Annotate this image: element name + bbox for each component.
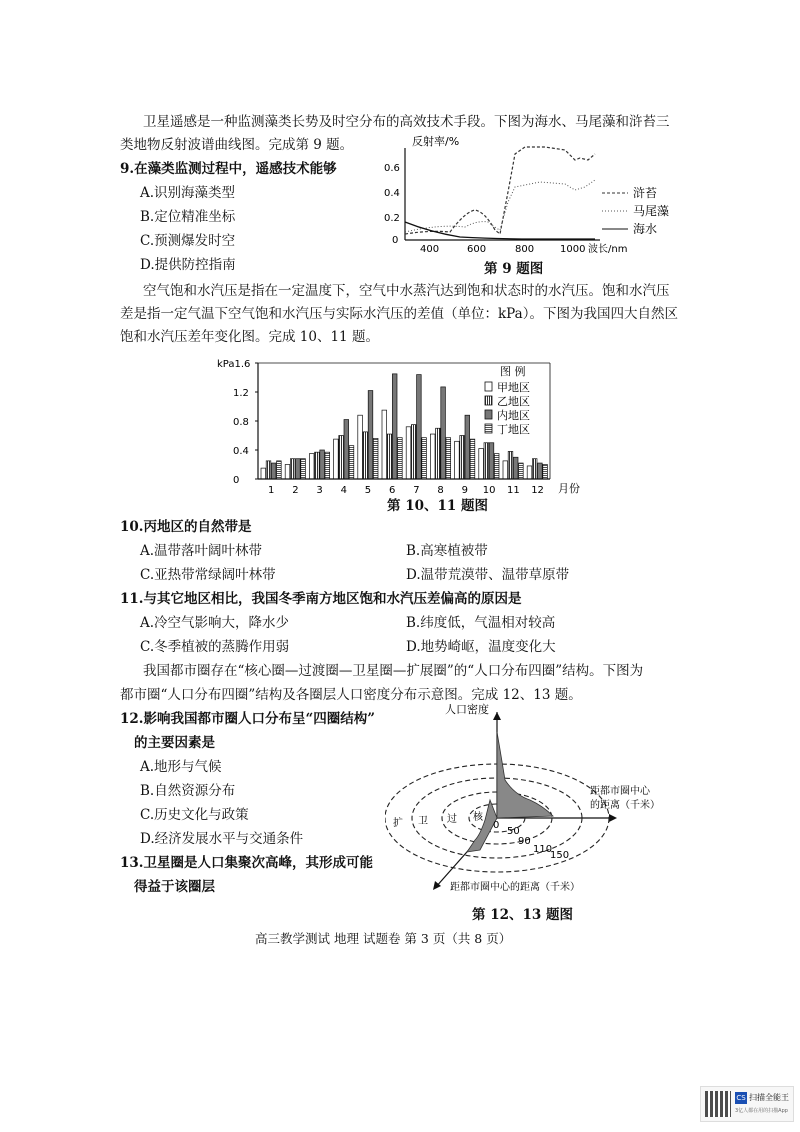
q11-option-b: B.纬度低，气温相对较高 (406, 615, 556, 631)
bar-内地区-1 (271, 463, 276, 479)
bar-乙地区-8 (436, 428, 441, 479)
legend-label: 乙地区 (497, 395, 530, 408)
ytick: 0.6 (384, 163, 400, 174)
bar-乙地区-4 (339, 436, 344, 480)
bar-丁地区-2 (301, 459, 306, 479)
x-tick-label: 7 (413, 485, 420, 496)
ring-label-expansion: 扩 (393, 818, 403, 829)
bar-乙地区-3 (315, 452, 320, 479)
metro-ring-figure (385, 700, 705, 900)
ring-label-satellite: 卫 (418, 816, 428, 827)
y-tick-label: 0.4 (233, 446, 249, 457)
bar-乙地区-2 (290, 459, 295, 479)
q12-option-b: B.自然资源分布 (140, 783, 236, 799)
bar-丁地区-11 (519, 463, 524, 479)
ring-value-150: 150 (550, 850, 570, 861)
right-axis-label-2: 的距离（千米） (590, 800, 660, 811)
q10-option-c: C.亚热带常绿阔叶林带 (140, 567, 276, 583)
q10-intro-line2: 差是指一定气温下空气饱和水汽压与实际水汽压的差值（单位：kPa）。下图为我国四大自然区 (120, 306, 678, 322)
bar-内地区-4 (344, 420, 349, 479)
bar-甲地区-11 (503, 461, 508, 479)
ring-label-transition: 过 (447, 814, 457, 825)
bar-内地区-5 (368, 391, 373, 479)
q10-intro-line1: 空气饱和水汽压是指在一定温度下，空气中水蒸汽达到饱和状态时的水汽压。饱和水汽压 (143, 283, 670, 299)
bar-内地区-8 (441, 387, 446, 479)
q10-stem: 10.丙地区的自然带是 (120, 519, 252, 535)
bar-乙地区-6 (387, 434, 392, 479)
bar-乙地区-12 (532, 459, 537, 479)
x-tick-label: 5 (364, 485, 372, 496)
scanner-name: 扫描全能王 (749, 1093, 789, 1102)
ring-value-110: 110 (533, 844, 553, 855)
q11-option-c: C.冬季植被的蒸腾作用弱 (140, 639, 290, 655)
reflectance-axis-label: 反射率/% (412, 135, 460, 148)
x-tick-label: 12 (531, 485, 544, 496)
bar-内地区-10 (489, 443, 494, 479)
bar-甲地区-8 (430, 434, 435, 479)
q11-option-d: D.地势崎岖，温度变化大 (406, 639, 556, 655)
q12-option-a: A.地形与气候 (140, 759, 222, 775)
q12-option-d: D.经济发展水平与交通条件 (140, 831, 304, 847)
legend-swatch (485, 410, 492, 419)
q9-option-d: D.提供防控指南 (140, 257, 236, 273)
bar-内地区-6 (392, 374, 397, 479)
legend-label: 甲地区 (497, 381, 530, 394)
bar-甲地区-6 (382, 410, 387, 479)
q12-intro-line1: 我国都市圈存在“核心圈—过渡圈—卫星圈—扩展圈”的“人口分布四圈”结构。下图为 (143, 663, 644, 679)
curve-enteromorpha (405, 147, 595, 234)
ring-value-90: 90 (518, 836, 531, 847)
cs-badge: CS (736, 1094, 746, 1102)
q9-option-a: A.识别海藻类型 (140, 185, 236, 201)
q13-stem-line2: 得益于该圈层 (134, 879, 215, 895)
bar-乙地区-10 (484, 443, 489, 479)
bottom-axis-label: 距都市圈中心的距离（千米） (450, 882, 580, 893)
q9-stem: 9.在藻类监测过程中，遥感技术能够 (120, 161, 337, 177)
ring-value-50: 50 (507, 826, 520, 837)
bar-甲地区-1 (261, 468, 266, 479)
legend-swatch (485, 424, 492, 433)
curve-sargassum (405, 180, 595, 232)
bar-丁地区-6 (398, 438, 403, 479)
x-tick-label: 8 (437, 485, 444, 496)
bar-乙地区-7 (411, 425, 416, 479)
bar-丁地区-12 (543, 465, 548, 480)
xtick: 1000 (560, 244, 586, 255)
q10-option-d: D.温带荒漠带、温带草原带 (406, 567, 570, 583)
q12-stem-line1: 12.影响我国都市圈人口分布呈“四圈结构” (120, 711, 376, 727)
xtick: 600 (467, 244, 487, 255)
bar-乙地区-11 (508, 451, 513, 479)
x-tick-label: 2 (292, 485, 299, 496)
month-axis-label: 月份 (558, 482, 580, 495)
bar-甲地区-12 (527, 466, 532, 479)
bar-内地区-9 (465, 415, 470, 479)
bar-内地区-7 (417, 375, 422, 479)
fig12-13-caption: 第 12、13 题图 (472, 907, 573, 923)
legend-sargassum: 马尾藻 (633, 204, 670, 218)
bar-丁地区-7 (422, 438, 427, 479)
bar-甲地区-2 (285, 465, 290, 480)
fig9-caption: 第 9 题图 (484, 261, 544, 277)
wavelength-axis-label: 波长/nm (588, 244, 628, 255)
x-tick-label: 4 (340, 485, 347, 496)
bar-甲地区-9 (455, 441, 460, 479)
scanner-watermark (700, 1086, 794, 1122)
legend-enteromorpha: 浒苔 (633, 186, 658, 200)
qr-code-icon (705, 1091, 731, 1117)
y-tick-label: 1.2 (233, 388, 249, 399)
x-tick-label: 3 (316, 485, 323, 496)
population-density-label: 人口密度 (445, 703, 489, 716)
bar-丁地区-8 (446, 438, 451, 479)
bar-丁地区-5 (373, 438, 378, 479)
legend-label: 丁地区 (497, 423, 530, 436)
q10-option-b: B.高寒植被带 (406, 543, 488, 559)
xtick: 400 (420, 244, 440, 255)
q9-intro-line1: 卫星遥感是一种监测藻类长势及时空分布的高效技术手段。下图为海水、马尾藻和浒苔三 (143, 114, 670, 130)
q11-option-a: A.冷空气影响大，降水少 (140, 615, 290, 631)
x-tick-label: 10 (482, 485, 496, 496)
q12-stem-line2: 的主要因素是 (134, 735, 215, 751)
bar-内地区-11 (513, 457, 518, 479)
density-profile-right (497, 732, 553, 818)
q12-option-c: C.历史文化与政策 (140, 807, 249, 823)
bar-丁地区-4 (349, 446, 354, 479)
ring-label-core: 核 (473, 812, 483, 823)
x-tick-label: 1 (268, 485, 275, 496)
legend-swatch (485, 396, 492, 405)
q13-stem-line1: 13.卫星圈是人口集聚次高峰，其形成可能 (120, 855, 373, 871)
q12-intro-line2: 都市圈“人口分布四圈”结构及各圈层人口密度分布示意图。完成 12、13 题。 (120, 687, 582, 703)
fig10-11-caption: 第 10、11 题图 (387, 498, 488, 514)
origin-label: 0 (493, 820, 500, 831)
legend-swatch (485, 382, 492, 391)
bar-乙地区-1 (266, 461, 271, 479)
bar-甲地区-3 (309, 454, 314, 479)
y-tick-label: kPa1.6 (217, 359, 251, 370)
q10-intro-line3: 饱和水汽压差年变化图。完成 10、11 题。 (120, 329, 379, 345)
ytick: 0.4 (384, 188, 400, 199)
bar-甲地区-4 (334, 439, 339, 479)
q9-option-c: C.预测爆发时空 (140, 233, 236, 249)
bar-甲地区-7 (406, 427, 411, 479)
bar-丁地区-3 (325, 452, 330, 479)
scanner-sub: 3亿人都在用的扫描App (735, 1108, 788, 1114)
bar-甲地区-5 (358, 415, 363, 479)
vapor-pressure-deficit-chart (215, 355, 615, 505)
y-tick-label: 0 (233, 475, 240, 486)
y-tick-label: 0.8 (233, 417, 249, 428)
bar-丁地区-10 (494, 454, 499, 479)
q11-stem: 11.与其它地区相比，我国冬季南方地区饱和水汽压差偏高的原因是 (120, 591, 522, 607)
bar-内地区-3 (320, 450, 325, 479)
bar-甲地区-10 (479, 449, 484, 479)
right-axis-label-1: 距都市圈中心 (590, 786, 650, 797)
x-tick-label: 6 (389, 485, 396, 496)
bar-内地区-12 (538, 463, 543, 479)
bar-乙地区-9 (460, 436, 465, 480)
q10-option-a: A.温带落叶阔叶林带 (140, 543, 263, 559)
xtick: 800 (515, 244, 535, 255)
q9-option-b: B.定位精准坐标 (140, 209, 236, 225)
ytick: 0 (392, 235, 399, 246)
ytick: 0.2 (384, 213, 400, 224)
x-tick-label: 9 (461, 485, 468, 496)
bar-丁地区-1 (277, 461, 282, 479)
bar-丁地区-9 (470, 439, 475, 479)
page-footer: 高三教学测试 地理 试题卷 第 3 页（共 8 页） (255, 931, 512, 946)
legend-title: 图 例 (500, 365, 526, 378)
bar-内地区-2 (296, 459, 301, 479)
legend-seawater: 海水 (633, 222, 658, 236)
legend-label: 内地区 (497, 409, 530, 422)
x-tick-label: 11 (507, 485, 520, 496)
bar-乙地区-5 (363, 432, 368, 479)
q9-intro-line2: 类地物反射波谱曲线图。完成第 9 题。 (120, 137, 354, 153)
curve-seawater (405, 222, 595, 239)
